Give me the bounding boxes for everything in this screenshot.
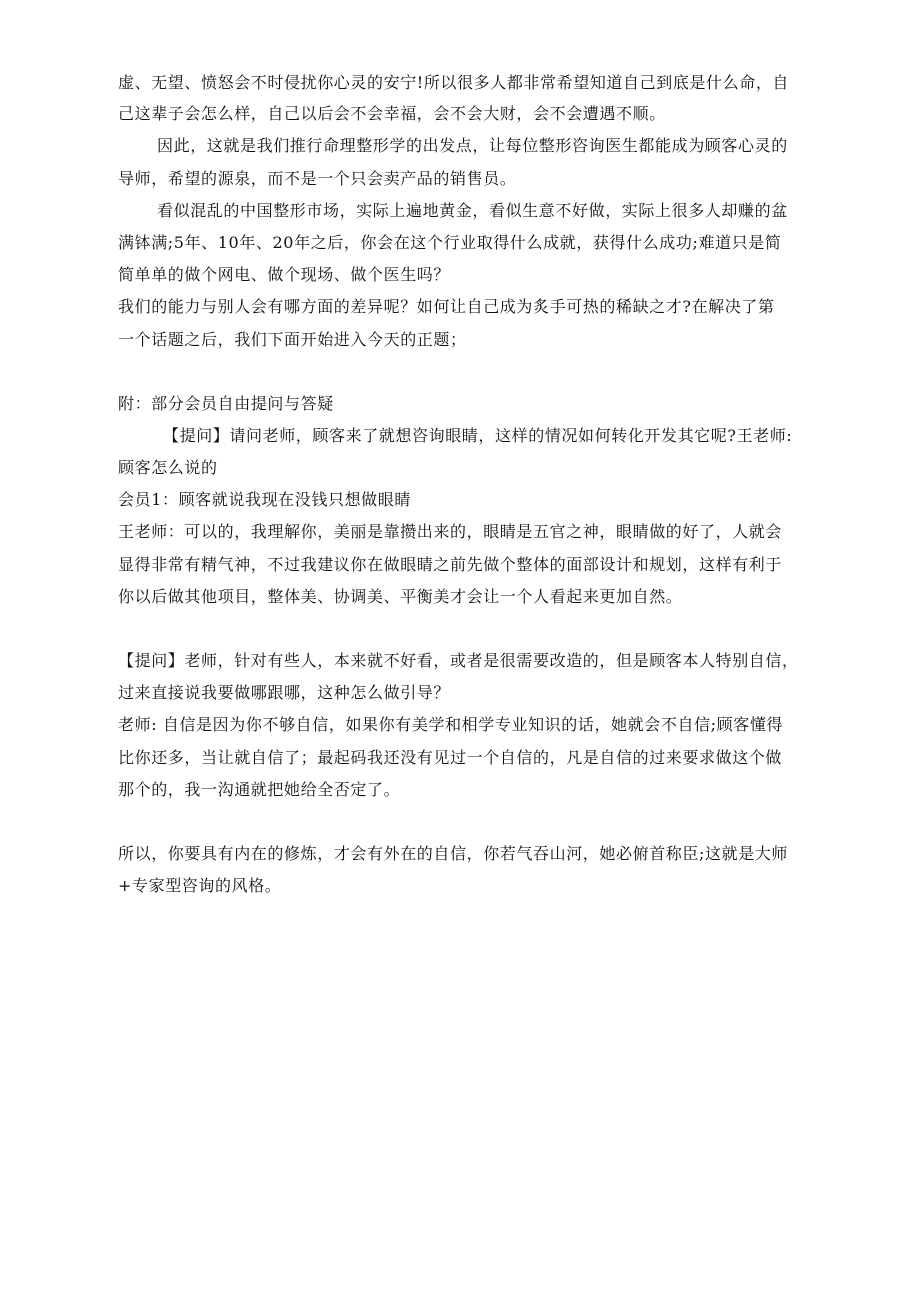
answer-line: 那个的，我一沟通就把她给全否定了。: [118, 780, 401, 799]
answer-line: 你以后做其他项目，整体美、协调美、平衡美才会让一个人看起来更加自然。: [118, 587, 683, 606]
answer-line: 比你还多，当让就自信了；最起码我还没有见过一个自信的，凡是自信的过来要求做这个做: [118, 748, 783, 767]
member-reply: 会员1：顾客就说我现在没钱只想做眼睛: [118, 490, 411, 509]
question-line: 过来直接说我要做哪跟哪，这种怎么做引导？: [118, 683, 451, 702]
question-line: 【提问】老师，针对有些人，本来就不好看，或者是很需要改造的，但是顾客本人特别自信，: [118, 651, 799, 670]
paragraph-line: 我们的能力与别人会有哪方面的差异呢？如何让自己成为炙手可热的稀缺之才?在解决了第: [118, 297, 775, 316]
question-line: 【提问】请问老师，顾客来了就想咨询眼睛，这样的情况如何转化开发其它呢?王老师:: [163, 426, 793, 445]
appendix-title: 附：部分会员自由提问与答疑: [118, 394, 334, 413]
answer-line: 老师: 自信是因为你不够自信，如果你有美学和相学专业知识的话，她就会不自信;顾客懂得: [118, 715, 784, 734]
paragraph-line: 己这辈子会怎么样，自己以后会不会幸福，会不会大财，会不会遭遇不顺。: [118, 104, 666, 123]
paragraph-line: 简单单的做个网电、做个现场、做个医生吗？: [118, 265, 451, 284]
paragraph-line: 因此，这就是我们推行命理整形学的出发点，让每位整形咨询医生都能成为顾客心灵的: [157, 136, 788, 155]
closing-line: 所以，你要具有内在的修炼，才会有外在的自信，你若气吞山河，她必俯首称臣;这就是大师: [118, 844, 788, 863]
paragraph-line: 一个话题之后，我们下面开始进入今天的正题；: [118, 330, 467, 349]
paragraph-line: 看似混乱的中国整形市场，实际上遍地黄金，看似生意不好做，实际上很多人却赚的盆: [157, 201, 788, 220]
paragraph-line: 满钵满;5年、10年、20年之后，你会在这个行业取得什么成就，获得什么成功;难道只是简: [118, 233, 782, 252]
paragraph-line: 虚、无望、愤怒会不时侵扰你心灵的安宁!所以很多人都非常希望知道自己到底是什么命，自: [118, 73, 790, 92]
closing-line: +专家型咨询的风格。: [118, 876, 282, 895]
answer-line: 显得非常有精气神，不过我建议你在做眼睛之前先做个整体的面部设计和规划，这样有利于: [118, 555, 783, 574]
question-line: 顾客怎么说的: [118, 458, 218, 477]
paragraph-line: 导师，希望的源泉，而不是一个只会卖产品的销售员。: [118, 169, 517, 188]
answer-line: 王老师：可以的，我理解你，美丽是靠攒出来的，眼睛是五官之神，眼睛做的好了，人就会: [118, 522, 783, 541]
